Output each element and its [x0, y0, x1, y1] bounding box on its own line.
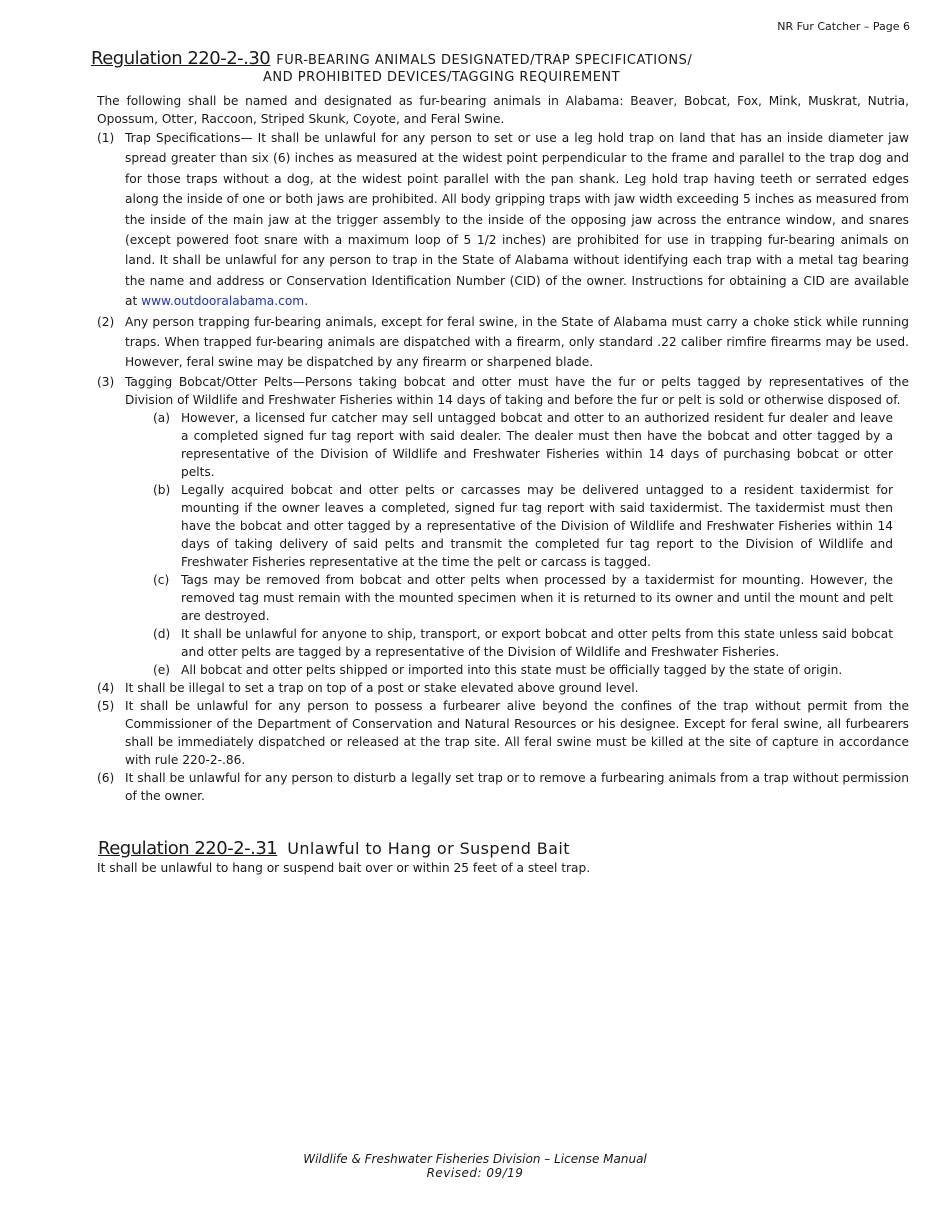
footer-line1: Wildlife & Freshwater Fisheries Division – License Manual [303, 1152, 647, 1166]
regulation-30-body [97, 92, 909, 805]
item-number: (6) [97, 770, 115, 785]
regulation-30-number: Regulation 220-2-.30 [91, 48, 271, 69]
item-text: Any person trapping fur-bearing animals, except for feral swine, in the State of Alabama must carry a choke stick while running traps. When trapped fur-bearing animals are dispatched with a firearm, only standard .22 caliber rimfire firearms may be used. However, feral swine may be dispatched by any firearm or sharpened blade. [125, 314, 909, 370]
item-number: (5) [97, 698, 115, 713]
sub-item-number: (d) [153, 626, 171, 641]
item-number: (3) [97, 374, 115, 389]
outdooralabama-link[interactable]: www.outdooralabama.com [141, 294, 305, 309]
sub-item-text: Tags may be removed from bobcat and otter pelts when processed by a taxidermist for mounting. However, the removed tag must remain with the mounted specimen when it is returned to its owner and until the mount and pelt are destroyed. [181, 572, 893, 623]
item-text: It shall be unlawful for any person to possess a furbearer alive beyond the confines of the trap without permit from the Commissioner of the Department of Conservation and Natural Resources or his designee. Except for feral swine, all furbearers shall be immediately dispatched or released at the trap site. All feral swine must be killed at the site of capture in accordance with rule 220-2-.86. [125, 698, 909, 767]
regulation-30-heading [91, 48, 911, 85]
sub-item-number: (e) [153, 662, 171, 677]
sub-item-text: It shall be unlawful for anyone to ship, transport, or export bobcat and otter pelts from this state unless said bobcat and otter pelts are tagged by a representative of the Division of Wildlife and Freshwater Fisheries. [181, 626, 893, 659]
item-text-end: . [304, 294, 309, 309]
sub-item-b [153, 481, 893, 571]
sub-item-number: (b) [153, 482, 171, 497]
item-text: Tagging Bobcat/Otter Pelts—Persons taking bobcat and otter must have the fur or pelts tagged by representatives of the Division of Wildlife and Freshwater Fisheries within 14 days of taking and before the fur or pelt is sold or otherwise disposed of. [125, 374, 909, 407]
list-item-4 [97, 679, 909, 697]
tagging-sub-list [97, 409, 893, 679]
page-header-label: NR Fur Catcher – Page 6 [777, 20, 910, 33]
list-item-3 [97, 373, 909, 409]
regulation-30-title-line2: AND PROHIBITED DEVICES/TAGGING REQUIREMENT [263, 70, 621, 85]
item-number: (2) [97, 314, 115, 329]
item-number: (1) [97, 131, 115, 145]
regulation-31-heading [98, 838, 910, 859]
sub-item-a [153, 409, 893, 481]
list-item-5 [97, 697, 909, 769]
regulation-31-number: Regulation 220-2-.31 [98, 838, 278, 859]
sub-item-c [153, 571, 893, 625]
regulation-31-text: It shall be unlawful to hang or suspend bait over or within 25 feet of a steel trap. [97, 861, 591, 875]
item-text: It shall be illegal to set a trap on top of a post or stake elevated above ground level. [125, 680, 639, 695]
item-number: (4) [97, 680, 115, 695]
sub-item-number: (a) [153, 410, 170, 425]
list-item-1 [97, 128, 909, 312]
page-footer [0, 1152, 950, 1180]
footer-revised: Revised: 09/19 [426, 1166, 524, 1180]
sub-item-text: Legally acquired bobcat and otter pelts or carcasses may be delivered untagged to a resident taxidermist for mounting if the owner leaves a completed, signed fur tag report with said taxidermist. The taxidermist must then have the bobcat and otter tagged by a representative of the Division of Wildlife and Freshwater Fisheries within 14 days of taking delivery of said pelts and transmit the completed fur tag report to the Division of Wildlife and Freshwater Fisheries representative at the time the pelt or carcass is tagged. [181, 482, 893, 569]
sub-item-text: All bobcat and otter pelts shipped or imported into this state must be officially tagged by the state of origin. [181, 662, 843, 677]
regulation-31-title: Unlawful to Hang or Suspend Bait [287, 839, 570, 858]
item-text: Trap Specifications— It shall be unlawful for any person to set or use a leg hold trap on land that has an inside diameter jaw spread greater than six (6) inches as measured at the widest point perpendicular to the frame and parallel to the trap dog and for those traps without a dog, at the widest point parallel with the pan shank. Leg hold trap having teeth or serrated edges along the inside of one or both jaws are prohibited. All body gripping traps with jaw width exceeding 5 inches as measured from the inside of the main jaw at the trigger assembly to the inside of the opposing jaw across the entrance window, and snares (except powered foot snare with a maximum loop of 5 1/2 inches) are prohibited for use in trapping fur-bearing animals on land. It shall be unlawful for any person to trap in the State of Alabama without identifying each trap with a metal tag bearing the name and address or Conservation Identification Number (CID) of the owner. Instructions for obtaining a CID are available at [125, 131, 909, 309]
regulation-30-intro: The following shall be named and designated as fur-bearing animals in Alabama: Beaver, Bobcat, Fox, Mink, Muskrat, Nutria, Opossum, Otter, Raccoon, Striped Skunk, Coyote, and Feral Swine. [97, 94, 909, 126]
item-text: It shall be unlawful for any person to disturb a legally set trap or to remove a furbearing animals from a trap without permission of the owner. [125, 770, 909, 803]
list-item-2 [97, 312, 909, 373]
list-item-6 [97, 769, 909, 805]
sub-item-number: (c) [153, 572, 170, 587]
sub-item-e [153, 661, 893, 679]
sub-item-d [153, 625, 893, 661]
sub-item-text: However, a licensed fur catcher may sell untagged bobcat and otter to an authorized resident fur dealer and leave a completed signed fur tag report with said dealer. The dealer must then have the bobcat and otter tagged by a representative of the Division of Wildlife and Freshwater Fisheries within 14 days of purchasing bobcat or otter pelts. [181, 410, 893, 479]
regulation-30-title-line1: FUR-BEARING ANIMALS DESIGNATED/TRAP SPECIFICATIONS/ [276, 53, 693, 68]
